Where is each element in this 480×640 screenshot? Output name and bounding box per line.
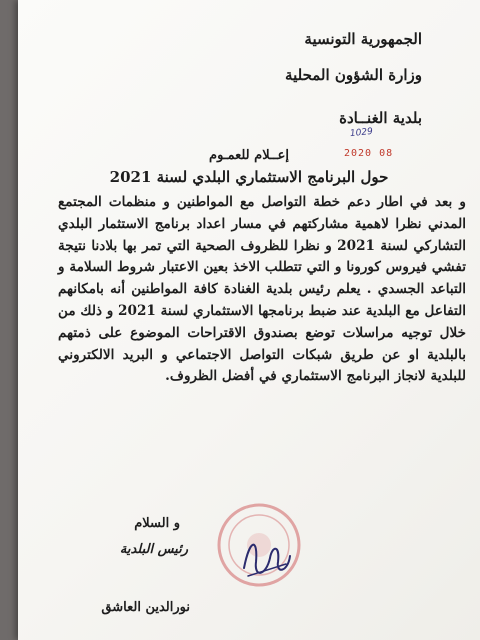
header-municipality: بلدية الغنــادة (339, 109, 422, 127)
subject-heading: حول البرنامج الاستثماري البلدي لسنة 2021 (109, 168, 389, 186)
header-country: الجمهورية التونسية (304, 30, 422, 48)
signatory-title: رئيس البلدية (119, 542, 188, 557)
reference-number: 1029 (349, 126, 374, 140)
letter-paper (18, 0, 480, 640)
letter-body: و بعد في اطار دعم خطة التواصل مع المواطنين و منظمات المجتمع المدني نظرا لاهمية مشاركتهم في مسار اعداد برنامج الاستثمار البلدي التشاركي لسنة 2021 و نظرا للظروف الصحية التي تمر بها بلادنا نتيجة تفشي فيروس كورونا و التي تتطلب الاخذ بعين الاعتبار شروط السلامة و التباعد الجسدي . يعلم رئيس بلدية الغنادة كافة المواطنين أنه بامكانهم التفاعل مع البلدية عند ضبط برنامجها الاستثماري لسنة 2021 و ذلك من خلال توجيه مراسلات توضع بصندوق الاقتراحات الموضوع على ذمتهم بالبلدية او عن طريق شبكات التواصل الاجتماعي و البريد الالكتروني للبلدية لانجاز البرنامج الاستثماري في أفضل الظروف. (58, 194, 466, 385)
signatory-name: نورالدين العاشق (101, 600, 190, 615)
date-stamp: 2020 08 (344, 148, 394, 159)
handwritten-signature-icon (236, 528, 296, 588)
announcement-heading: إعــلام للعمـوم (209, 148, 289, 163)
header-ministry: وزارة الشؤون المحلية (285, 66, 422, 84)
closing-phrase: و السلام (134, 516, 180, 531)
